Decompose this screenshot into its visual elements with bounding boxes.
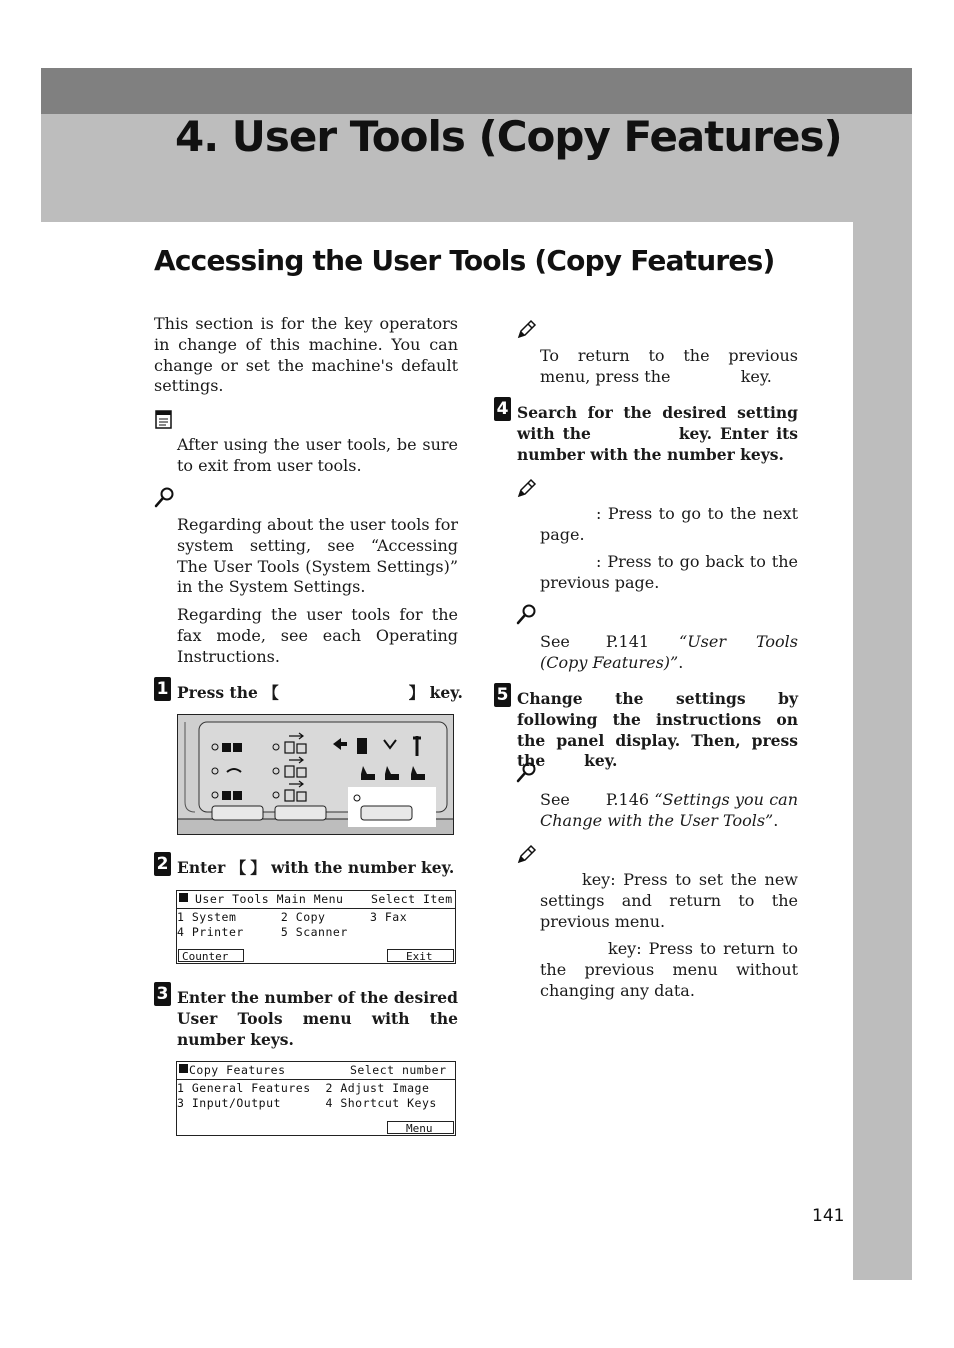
reference-3 [540,790,798,832]
lcd-main-menu [176,890,456,964]
step-number-3: 3 [154,982,171,1006]
step-2-text [177,858,459,879]
note-1 [540,346,798,388]
reference-text-2: Regarding the user tools for the fax mode, see each Operating Instructions. [177,605,458,666]
magnifier-icon [516,603,538,625]
lcd-header-square-icon [179,893,188,902]
reference-3-title: “Settings you can Change with the User Tools” [540,790,799,830]
lcd2-row-1: 1 General Features 2 Adjust Image [177,1081,430,1095]
step-number-1: 1 [154,677,171,701]
lcd-main-menu-header [177,891,455,909]
step-3-text: Enter the number of the desired User Tools menu with the number keys. [177,988,458,1049]
step-4-text-b: key. Enter its number with the number keys. [517,423,798,464]
chapter-banner-top [41,68,912,114]
step-5-text-b: key. [584,751,618,771]
step-number-2: 2 [154,852,171,876]
pencil-icon [516,477,538,499]
reference-2-page: P.141 [605,632,650,651]
lcd-menu-button: Menu [387,1121,454,1134]
step-1-text-b: key. [424,683,463,702]
pencil-icon [516,318,538,340]
step-1-bracket-open: 【 [263,683,279,702]
lcd-header-square-icon [179,1064,188,1073]
note-2-line-2: : Press to go back to the previous page. [540,552,798,592]
reference-2-see: See [540,632,570,651]
step-5-text [517,689,798,772]
step-2-text-a: Enter [177,858,231,877]
control-panel-illustration [177,714,454,835]
magnifier-icon [516,761,538,783]
reference-3-page: P.146 [605,790,650,809]
step-2-bracket-close: 】 [250,858,266,877]
step-2-bracket-open: 【 [230,858,247,877]
lcd1-header-left: User Tools Main Menu [195,892,344,906]
lcd1-row-1: 1 System 2 Copy 3 Fax [177,910,408,924]
step-1-text [177,683,463,704]
lcd2-row-2: 3 Input/Output 4 Shortcut Keys [177,1096,437,1110]
step-4-text [517,403,798,465]
magnifier-icon [154,486,176,508]
step-number-4: 4 [494,397,511,421]
lcd-copy-features [176,1061,456,1136]
section-title: Accessing the User Tools (Copy Features) [154,244,775,277]
lcd2-header-right: Select number [350,1063,447,1077]
note-3-line-2: key: Press to return to the previous menu without changing any data. [540,939,798,1000]
reference-text-1: Regarding about the user tools for system setting, see “Accessing The User Tools (System Settings)” in the System Settings. [177,515,458,597]
step-5-text-a: Change the settings by following the instructions on the panel display. Then, press the [517,689,798,771]
page-side-bar [853,222,912,1280]
page-number: 141 [812,1206,845,1226]
lcd2-header-left: Copy Features [189,1063,286,1077]
reference-2 [540,632,798,674]
reference-2-end: . [678,652,684,672]
step-1-bracket-close: 】 [408,683,425,702]
step-number-5: 5 [494,683,511,707]
memo-pad-icon [154,408,176,430]
note-2-line-1: : Press to go to the next page. [540,504,798,544]
lcd-counter-button: Counter [178,949,244,962]
lcd1-header-right: Select Item [371,892,453,906]
lcd1-row-2: 4 Printer 5 Scanner [177,925,348,939]
reference-2-title: “User Tools (Copy Features)” [540,632,798,672]
step-2-text-b: with the number key. [265,858,455,877]
intro-paragraph: This section is for the key operators in change of this machine. You can change or set the machine's default settings. [154,314,458,396]
note-1-text-b: key. [740,366,772,386]
reference-3-see: See [540,790,570,809]
step-4-text-a: Search for the desired setting with the [517,403,798,443]
note-1-text-a: To return to the previous menu, press the [540,346,798,386]
lcd-exit-button: Exit [387,949,454,962]
important-text: After using the user tools, be sure to exit from user tools. [177,435,458,475]
note-3-line-1: key: Press to set the new settings and return to the previous menu. [540,870,798,931]
chapter-title: 4. User Tools (Copy Features) [175,112,842,161]
pencil-icon [516,843,538,865]
step-1-text-a: Press the [177,683,264,702]
lcd-copy-features-header [177,1062,455,1080]
reference-3-end: . [773,810,779,830]
